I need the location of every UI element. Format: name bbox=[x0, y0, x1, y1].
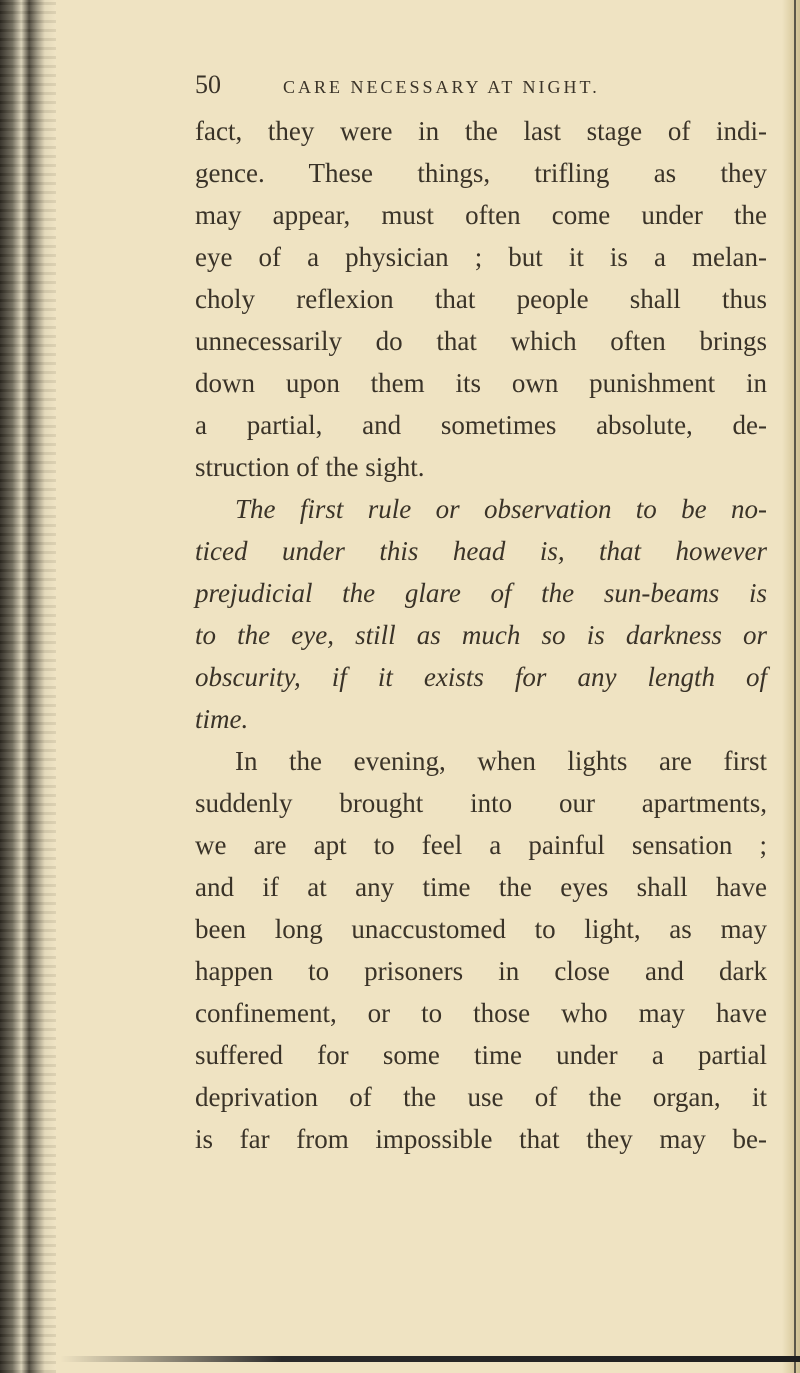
page-header bbox=[195, 70, 780, 110]
text-line: gence. These things, trifling as they bbox=[195, 158, 767, 188]
text-line: been long unaccustomed to light, as may bbox=[195, 914, 767, 944]
text-line: we are apt to feel a painful sensation ; bbox=[195, 830, 767, 860]
text-line: to the eye, still as much so is darkness or bbox=[195, 620, 767, 650]
text-line: In the evening, when lights are first bbox=[235, 746, 767, 776]
page-number: 50 bbox=[195, 70, 221, 99]
text-line: is far from impossible that they may be- bbox=[195, 1124, 767, 1154]
text-line: time. bbox=[195, 704, 249, 734]
text-line: The first rule or observation to be no- bbox=[235, 494, 767, 524]
text-line: a partial, and sometimes absolute, de- bbox=[195, 410, 767, 440]
text-line: ticed under this head is, that however bbox=[195, 536, 767, 566]
page-edge-line bbox=[794, 0, 796, 1373]
text-line: suffered for some time under a partial bbox=[195, 1040, 767, 1070]
text-line: fact, they were in the last stage of indi- bbox=[195, 116, 767, 146]
text-line: down upon them its own punishment in bbox=[195, 368, 767, 398]
bottom-shadow-rule bbox=[60, 1356, 800, 1362]
text-line: happen to prisoners in close and dark bbox=[195, 956, 767, 986]
text-line: and if at any time the eyes shall have bbox=[195, 872, 767, 902]
text-line: struction of the sight. bbox=[195, 452, 425, 482]
book-binding-gutter bbox=[0, 0, 56, 1373]
text-line: eye of a physician ; but it is a melan- bbox=[195, 242, 767, 272]
page-right-edge bbox=[782, 0, 800, 1373]
text-line: prejudicial the glare of the sun-beams is bbox=[195, 578, 767, 608]
running-head: CARE NECESSARY AT NIGHT. bbox=[283, 77, 600, 97]
text-line: obscurity, if it exists for any length of bbox=[195, 662, 767, 692]
text-line: deprivation of the use of the organ, it bbox=[195, 1082, 767, 1112]
book-page bbox=[195, 70, 780, 1160]
text-line: choly reflexion that people shall thus bbox=[195, 284, 767, 314]
text-line: unnecessarily do that which often brings bbox=[195, 326, 767, 356]
text-line: suddenly brought into our apartments, bbox=[195, 788, 767, 818]
text-line: confinement, or to those who may have bbox=[195, 998, 767, 1028]
text-line: may appear, must often come under the bbox=[195, 200, 767, 230]
body-text bbox=[195, 110, 767, 1160]
